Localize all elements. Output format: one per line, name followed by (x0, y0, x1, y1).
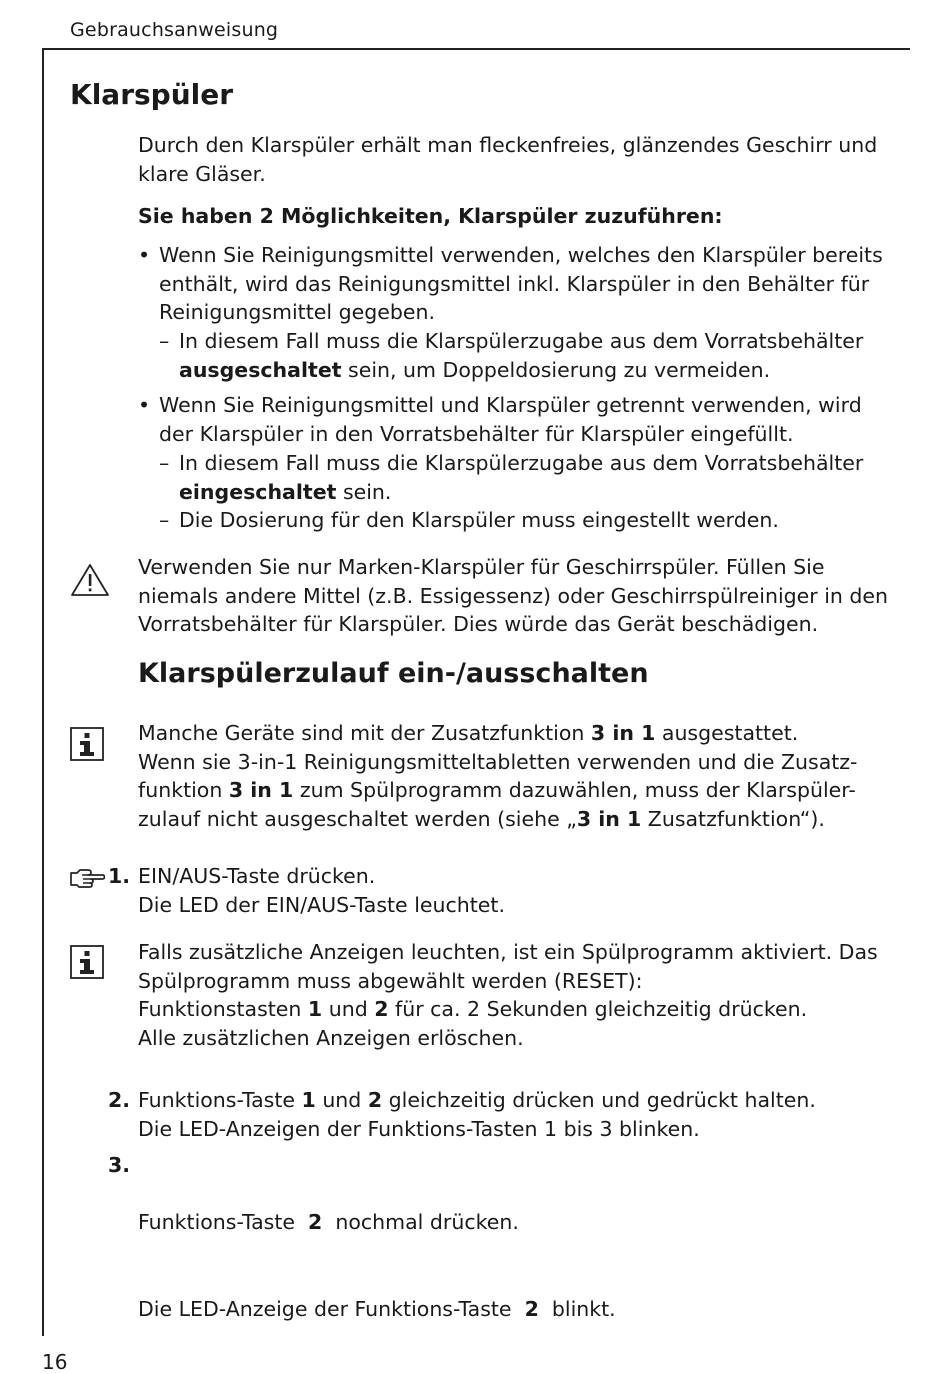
dash-marker: – (159, 329, 170, 353)
page-number: 16 (42, 1350, 68, 1374)
bullet-2-subitem-1: In diesem Fall muss die Klarspülerzugabe aus dem Vorratsbehälter eingeschaltet sein. (179, 451, 864, 504)
bullet-item-2: Wenn Sie Reinigungsmittel und Klarspüler getrennt verwenden, wird der Klarspüler in den Vorratsbehälter für Klarspüler eingefüllt. (159, 393, 862, 446)
step-number-3: 3. (108, 1153, 131, 1177)
step-3-text: Funktions-Taste 2 nochmal drücken. Die LED-Anzeige der Funktions-Taste 2 blinkt. (138, 1210, 616, 1321)
header-rule (42, 48, 910, 50)
bullet-marker: • (138, 393, 151, 417)
bullet-1-subitem: In diesem Fall muss die Klarspülerzugabe aus dem Vorratsbehälter ausgeschaltet sein, um Doppeldosierung zu vermeiden. (179, 329, 864, 382)
section-title-klarspueler: Klarspüler (70, 78, 234, 111)
step-number-2: 2. (108, 1088, 131, 1112)
options-heading: Sie haben 2 Möglichkeiten, Klarspüler zuzuführen: (138, 204, 723, 228)
dash-marker: – (159, 451, 170, 475)
step-1-text: EIN/AUS-Taste drücken. Die LED der EIN/AUS-Taste leuchtet. (138, 864, 505, 917)
warning-text: Verwenden Sie nur Marken-Klarspüler für Geschirrspüler. Füllen Sie niemals andere Mittel (z.B. Essigessenz) oder Geschirrspülreiniger in den Vorratsbehälter für Klarspüler. Dies würde das Gerät beschädigen. (138, 555, 889, 637)
margin-rule (42, 48, 44, 1336)
pointing-hand-icon (69, 866, 105, 888)
step-2-text: Funktions-Taste 1 und 2 gleichzeitig drücken und gedrückt halten. Die LED-Anzeigen der Funktions-Tasten 1 bis 3 blinken. (138, 1088, 816, 1141)
bullet-item-1: Wenn Sie Reinigungsmittel verwenden, welches den Klarspüler bereits enthält, wird das Reinigungsmittel inkl. Klarspüler in den Behälter für Reinigungsmittel gegeben. (159, 243, 883, 325)
bullet-marker: • (138, 243, 151, 267)
step-number-1: 1. (108, 864, 131, 888)
section-title-zulauf: Klarspülerzulauf ein-/ausschalten (138, 658, 649, 689)
intro-paragraph: Durch den Klarspüler erhält man fleckenfreies, glänzendes Geschirr und klare Gläser. (138, 133, 878, 186)
info-icon (70, 945, 104, 979)
running-header: Gebrauchsanweisung (70, 19, 279, 41)
info-icon (70, 727, 104, 761)
bullet-2-subitem-2: Die Dosierung für den Klarspüler muss eingestellt werden. (179, 508, 779, 532)
info-3in1-note: Manche Geräte sind mit der Zusatzfunktion 3 in 1 ausgestattet. Wenn sie 3-in-1 Reinigungsmitteltabletten verwenden und die Zusatz- funktion 3 in 1 zum Spülprogramm dazuwählen, muss der Klarspüler- zulauf nicht ausgeschaltet werden (siehe „3 in 1 Zusatzfunktion“). (138, 721, 858, 832)
info-reset-note: Falls zusätzliche Anzeigen leuchten, ist ein Spülprogramm aktiviert. Das Spülprogramm muss abgewählt werden (RESET): Funktionstasten 1 und 2 für ca. 2 Sekunden gleichzeitig drücken. Alle zusätzlichen Anzeigen erlöschen. (138, 940, 878, 1051)
warning-triangle-icon (69, 562, 111, 598)
dash-marker: – (159, 508, 170, 532)
